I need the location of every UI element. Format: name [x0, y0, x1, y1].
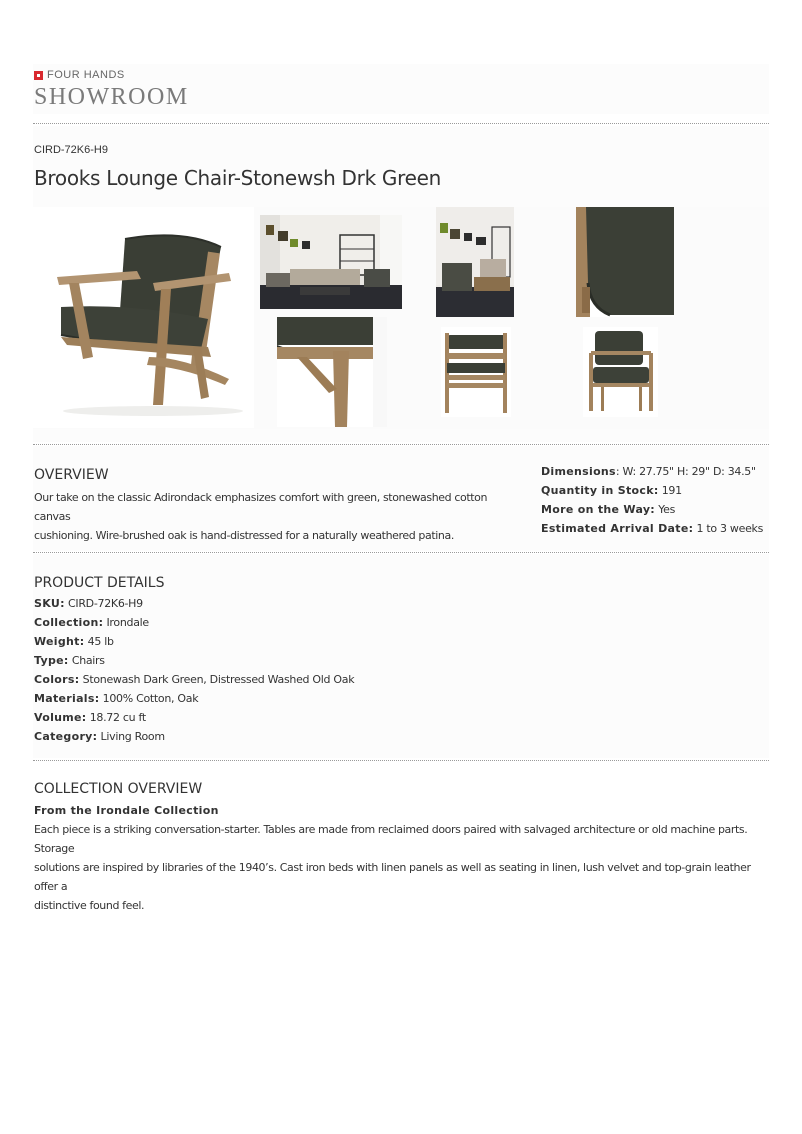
detail-colors: Colors: Stonewash Dark Green, Distressed Washed Old Oak [34, 673, 355, 686]
collection-text-line: distinctive found feel. [34, 899, 145, 912]
spec-more-on-way: More on the Way: Yes [541, 503, 676, 516]
divider [33, 760, 769, 761]
page-title: Brooks Lounge Chair-Stonewsh Drk Green [34, 166, 441, 190]
collection-heading: COLLECTION OVERVIEW [34, 781, 203, 797]
detail-sku: SKU: CIRD-72K6-H9 [34, 597, 143, 610]
detail-materials: Materials: 100% Cotton, Oak [34, 692, 199, 705]
detail-category: Category: Living Room [34, 730, 165, 743]
chair-illustration [33, 207, 254, 428]
spec-quantity: Quantity in Stock: 191 [541, 484, 682, 497]
detail-volume: Volume: 18.72 cu ft [34, 711, 146, 724]
details-heading: PRODUCT DETAILS [34, 575, 165, 591]
spec-list [541, 462, 769, 538]
spec-dimensions: Dimensions: W: 27.75" H: 29" D: 34.5" [541, 465, 756, 478]
divider [33, 444, 769, 445]
brand-name: FOUR HANDS [47, 69, 125, 81]
overview-text-line: cushioning. Wire-brushed oak is hand-distressed for a naturally weathered patina. [34, 529, 454, 542]
leg-detail-image[interactable] [277, 317, 387, 427]
front-view-illustration [583, 327, 658, 417]
detail-type: Type: Chairs [34, 654, 105, 667]
cushion-detail-image[interactable] [576, 207, 674, 317]
divider [33, 123, 769, 124]
main-product-image[interactable] [33, 207, 254, 428]
header [33, 64, 769, 114]
divider [33, 552, 769, 553]
room-scene-image-1[interactable] [260, 215, 402, 309]
overview-heading: OVERVIEW [34, 467, 109, 483]
brand-subtitle: SHOWROOM [34, 84, 189, 110]
overview-text-line: Our take on the classic Adirondack emphasizes comfort with green, stonewashed cotton canvas [34, 491, 488, 523]
room-illustration-2 [436, 207, 514, 317]
back-view-image[interactable] [441, 327, 511, 417]
collection-text-line: solutions are inspired by libraries of the 1940’s. Cast iron beds with linen panels as well as seating in linen, lush velvet and top-grain leather offer a [34, 861, 751, 893]
room-illustration [260, 215, 402, 309]
collection-subheading: From the Irondale Collection [34, 804, 219, 817]
detail-collection: Collection: Irondale [34, 616, 149, 629]
detail-weight: Weight: 45 lb [34, 635, 114, 648]
collection-text [34, 820, 770, 915]
cushion-detail-illustration [576, 207, 674, 317]
leg-detail-illustration [277, 317, 387, 427]
brand-row [34, 69, 125, 81]
details-list [34, 594, 634, 746]
back-view-illustration [441, 327, 511, 417]
room-scene-image-2[interactable] [436, 207, 514, 317]
overview-text [34, 488, 524, 545]
collection-text-line: Each piece is a striking conversation-starter. Tables are made from reclaimed doors paired with salvaged architecture or old machine parts. Storage [34, 823, 748, 855]
front-view-image[interactable] [583, 327, 658, 417]
product-sku: CIRD-72K6-H9 [34, 144, 108, 156]
brand-logo-icon [34, 71, 43, 80]
image-gallery [33, 207, 769, 429]
spec-arrival-date: Estimated Arrival Date: 1 to 3 weeks [541, 522, 764, 535]
